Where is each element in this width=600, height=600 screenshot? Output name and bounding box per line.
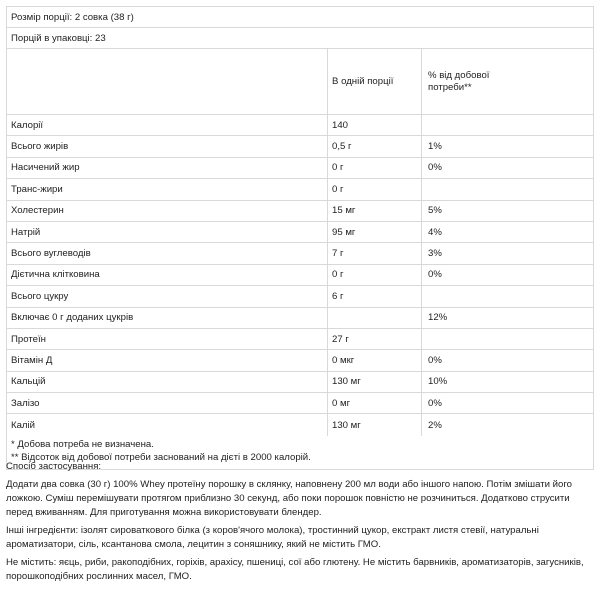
nutrient-row: [7, 372, 593, 393]
nutrient-daily-value: [421, 286, 593, 306]
nutrient-row: [7, 414, 593, 435]
nutrient-name: Калій: [11, 419, 36, 431]
usage-text: Додати два совка (30 г) 100% Whey протеїну порошку в склянку, наповнену 200 мл води або іншого напою. Потім змішати його ложкою. Суміш перемішувати протягом приблизно 30 секунд, або поки порошок повністю не розчиниться. Додатково струсити перед вживанням. Для приготування можна використовувати блендер.: [6, 479, 572, 518]
footnote-2: ** Відсоток від добової потреби заснований на дієті в 2000 калорій.: [11, 451, 311, 463]
nutrient-row: [7, 201, 593, 222]
nutrient-daily-value: [421, 115, 593, 135]
header-daily-value-line2: потреби**: [428, 81, 472, 93]
nutrient-amount: 130 мг: [327, 372, 421, 392]
servings-per-package-row: [7, 28, 593, 49]
header-daily-value-line1: % від добової: [428, 69, 490, 81]
nutrient-row: [7, 115, 593, 136]
nutrient-amount: 0 мкг: [327, 350, 421, 370]
nutrient-amount: 7 г: [327, 243, 421, 263]
nutrient-name: Залізо: [11, 397, 40, 409]
nutrient-amount: 0,5 г: [327, 136, 421, 156]
footnote-1: * Добова потреба не визначена.: [11, 438, 154, 450]
nutrient-daily-value: [421, 329, 593, 349]
nutrient-row: [7, 308, 593, 329]
nutrient-name: Дієтична клітковина: [11, 269, 100, 281]
nutrient-amount: 6 г: [327, 286, 421, 306]
nutrient-row: [7, 136, 593, 157]
nutrient-row: [7, 329, 593, 350]
nutrient-daily-value: 1%: [421, 136, 593, 156]
nutrient-row: [7, 265, 593, 286]
nutrient-row: [7, 158, 593, 179]
header-per-serving: В одній порції: [327, 49, 421, 114]
nutrient-name: Всього жирів: [11, 141, 69, 153]
nutrient-name: Протеїн: [11, 333, 46, 345]
other-ingredients: Інші інгредієнти: ізолят сироваткового білка (з коров'ячого молока), тростинний цукор, екстракт листя стевії, натуральні ароматизатори, сіль, ксантанова смола, лецитин з соняшнику, який не містить ГМО.: [6, 525, 539, 550]
nutrient-amount: 0 г: [327, 158, 421, 178]
free-from: Не містить: яєць, риби, ракоподібних, горіхів, арахісу, пшениці, сої або глютену. Не містить барвників, ароматизаторів, загусників, порошкоподібних рослинних масел, ГМО.: [6, 557, 584, 582]
nutrient-daily-value: [421, 179, 593, 199]
nutrient-name: Вітамін Д: [11, 354, 53, 366]
nutrient-name: Включає 0 г доданих цукрів: [11, 312, 134, 324]
nutrient-daily-value: 2%: [421, 414, 593, 435]
header-daily-value: [421, 49, 593, 114]
nutrient-amount: 15 мг: [327, 201, 421, 221]
nutrient-name: Всього цукру: [11, 290, 69, 302]
nutrient-row: [7, 243, 593, 264]
serving-size-row: [7, 7, 593, 28]
nutrient-name: Натрій: [11, 226, 41, 238]
nutrition-facts-table: [6, 6, 594, 470]
nutrient-amount: 0 мг: [327, 393, 421, 413]
nutrient-daily-value: 0%: [421, 265, 593, 285]
nutrient-amount: 27 г: [327, 329, 421, 349]
nutrient-amount: 130 мг: [327, 414, 421, 435]
nutrient-row: [7, 393, 593, 414]
nutrient-amount: 0 г: [327, 179, 421, 199]
nutrient-daily-value: 0%: [421, 350, 593, 370]
nutrient-daily-value: 3%: [421, 243, 593, 263]
nutrient-name: Холестерин: [11, 205, 64, 217]
nutrient-row: [7, 350, 593, 371]
table-header-row: [7, 49, 593, 115]
nutrient-amount: 95 мг: [327, 222, 421, 242]
serving-size: Розмір порції: 2 совка (38 г): [11, 11, 134, 23]
nutrient-name: Всього вуглеводів: [11, 248, 91, 260]
nutrient-rows: [7, 115, 593, 436]
servings-per-package: Порцій в упаковці: 23: [11, 32, 106, 44]
nutrient-name: Транс-жири: [11, 183, 63, 195]
nutrient-daily-value: 0%: [421, 393, 593, 413]
nutrient-daily-value: 10%: [421, 372, 593, 392]
nutrient-row: [7, 179, 593, 200]
nutrient-row: [7, 286, 593, 307]
nutrient-name: Насичений жир: [11, 162, 80, 174]
nutrient-amount: 140: [327, 115, 421, 135]
nutrient-name: Калорії: [11, 119, 44, 131]
nutrient-daily-value: 5%: [421, 201, 593, 221]
nutrient-row: [7, 222, 593, 243]
nutrient-amount: [327, 308, 421, 328]
nutrient-name: Кальцій: [11, 376, 46, 388]
nutrient-daily-value: 4%: [421, 222, 593, 242]
usage-title: Спосіб застосування:: [6, 461, 102, 472]
nutrient-amount: 0 г: [327, 265, 421, 285]
nutrient-daily-value: 12%: [421, 308, 593, 328]
nutrient-daily-value: 0%: [421, 158, 593, 178]
